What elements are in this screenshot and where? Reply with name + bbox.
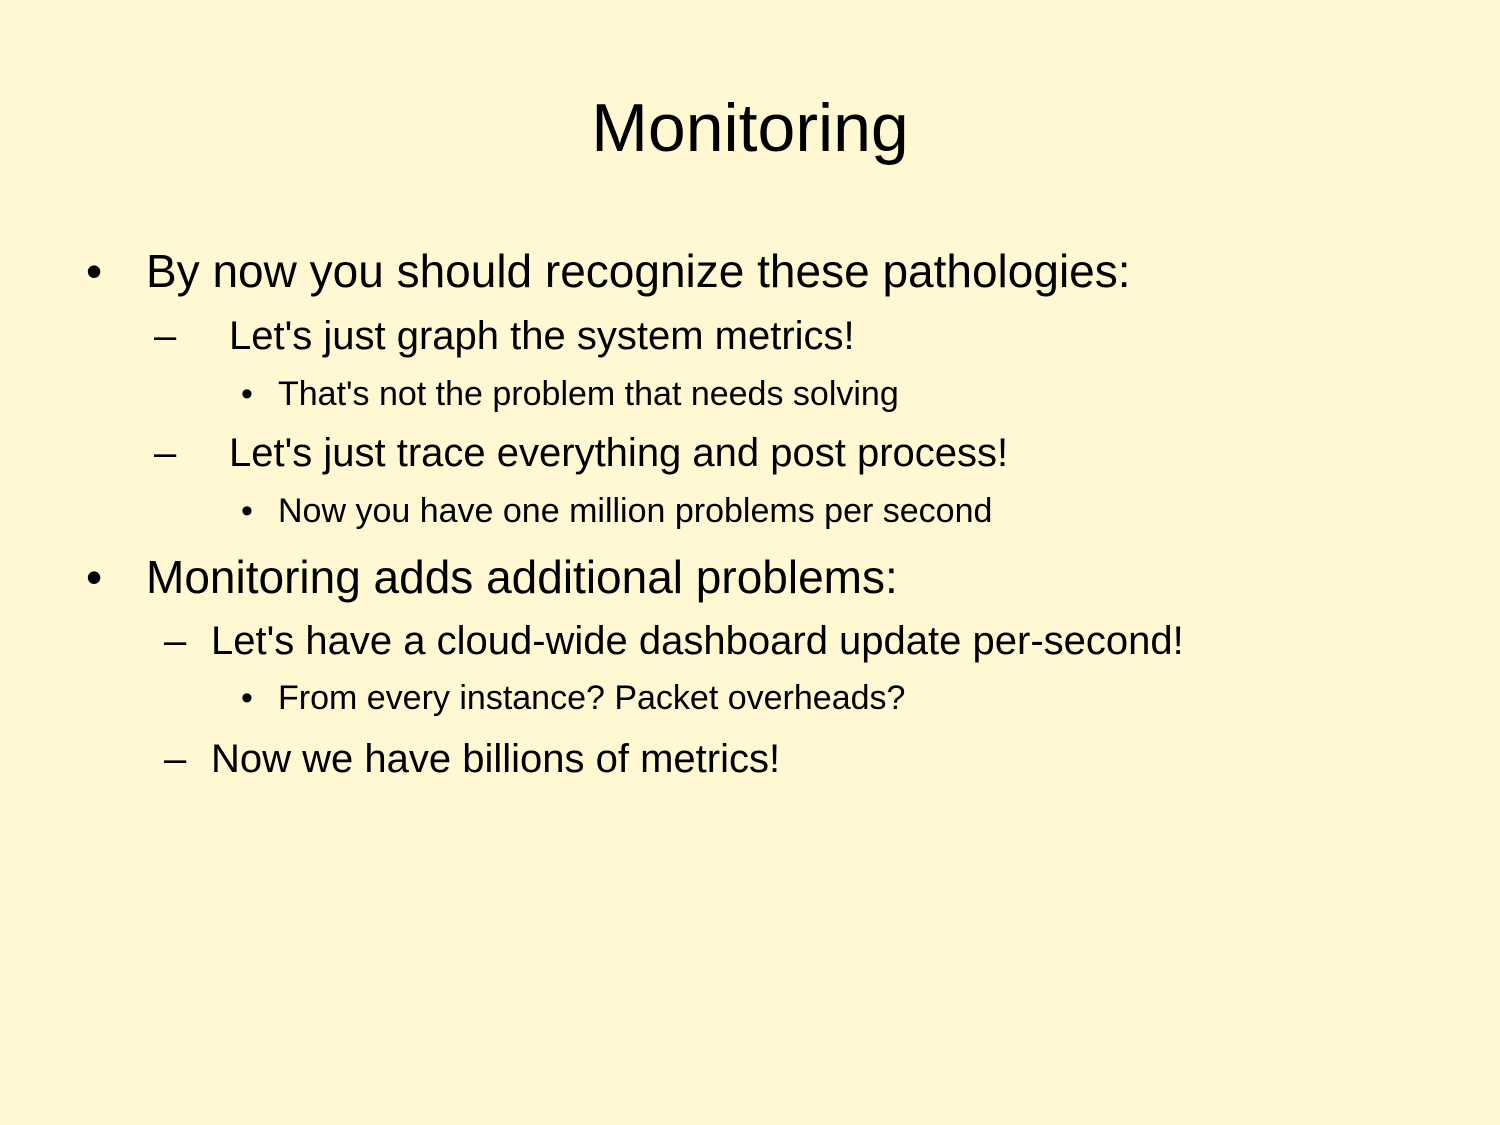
bullet-text: Now we have billions of metrics! bbox=[211, 737, 781, 781]
dash-marker: – bbox=[154, 314, 177, 358]
dash-marker: – bbox=[164, 619, 187, 663]
dash-marker: – bbox=[154, 431, 177, 475]
bullet-marker: • bbox=[241, 492, 253, 530]
dash-marker: – bbox=[164, 737, 187, 781]
bullet-text: Let's just trace everything and post process! bbox=[229, 431, 1009, 475]
bullet-text: Monitoring adds additional problems: bbox=[146, 551, 898, 603]
bullet-text: That's not the problem that needs solving bbox=[278, 375, 899, 413]
bullet-marker: • bbox=[86, 245, 103, 297]
bullet-marker: • bbox=[241, 679, 253, 717]
bullet-text: By now you should recognize these pathologies: bbox=[146, 245, 1131, 297]
bullet-text: From every instance? Packet overheads? bbox=[278, 679, 906, 717]
bullet-marker: • bbox=[241, 375, 253, 413]
slide-title: Monitoring bbox=[591, 90, 909, 166]
bullet-text: Now you have one million problems per second bbox=[278, 492, 993, 530]
bullet-text: Let's have a cloud-wide dashboard update per-second! bbox=[211, 619, 1184, 663]
bullet-text: Let's just graph the system metrics! bbox=[229, 314, 855, 358]
bullet-marker: • bbox=[86, 551, 103, 603]
